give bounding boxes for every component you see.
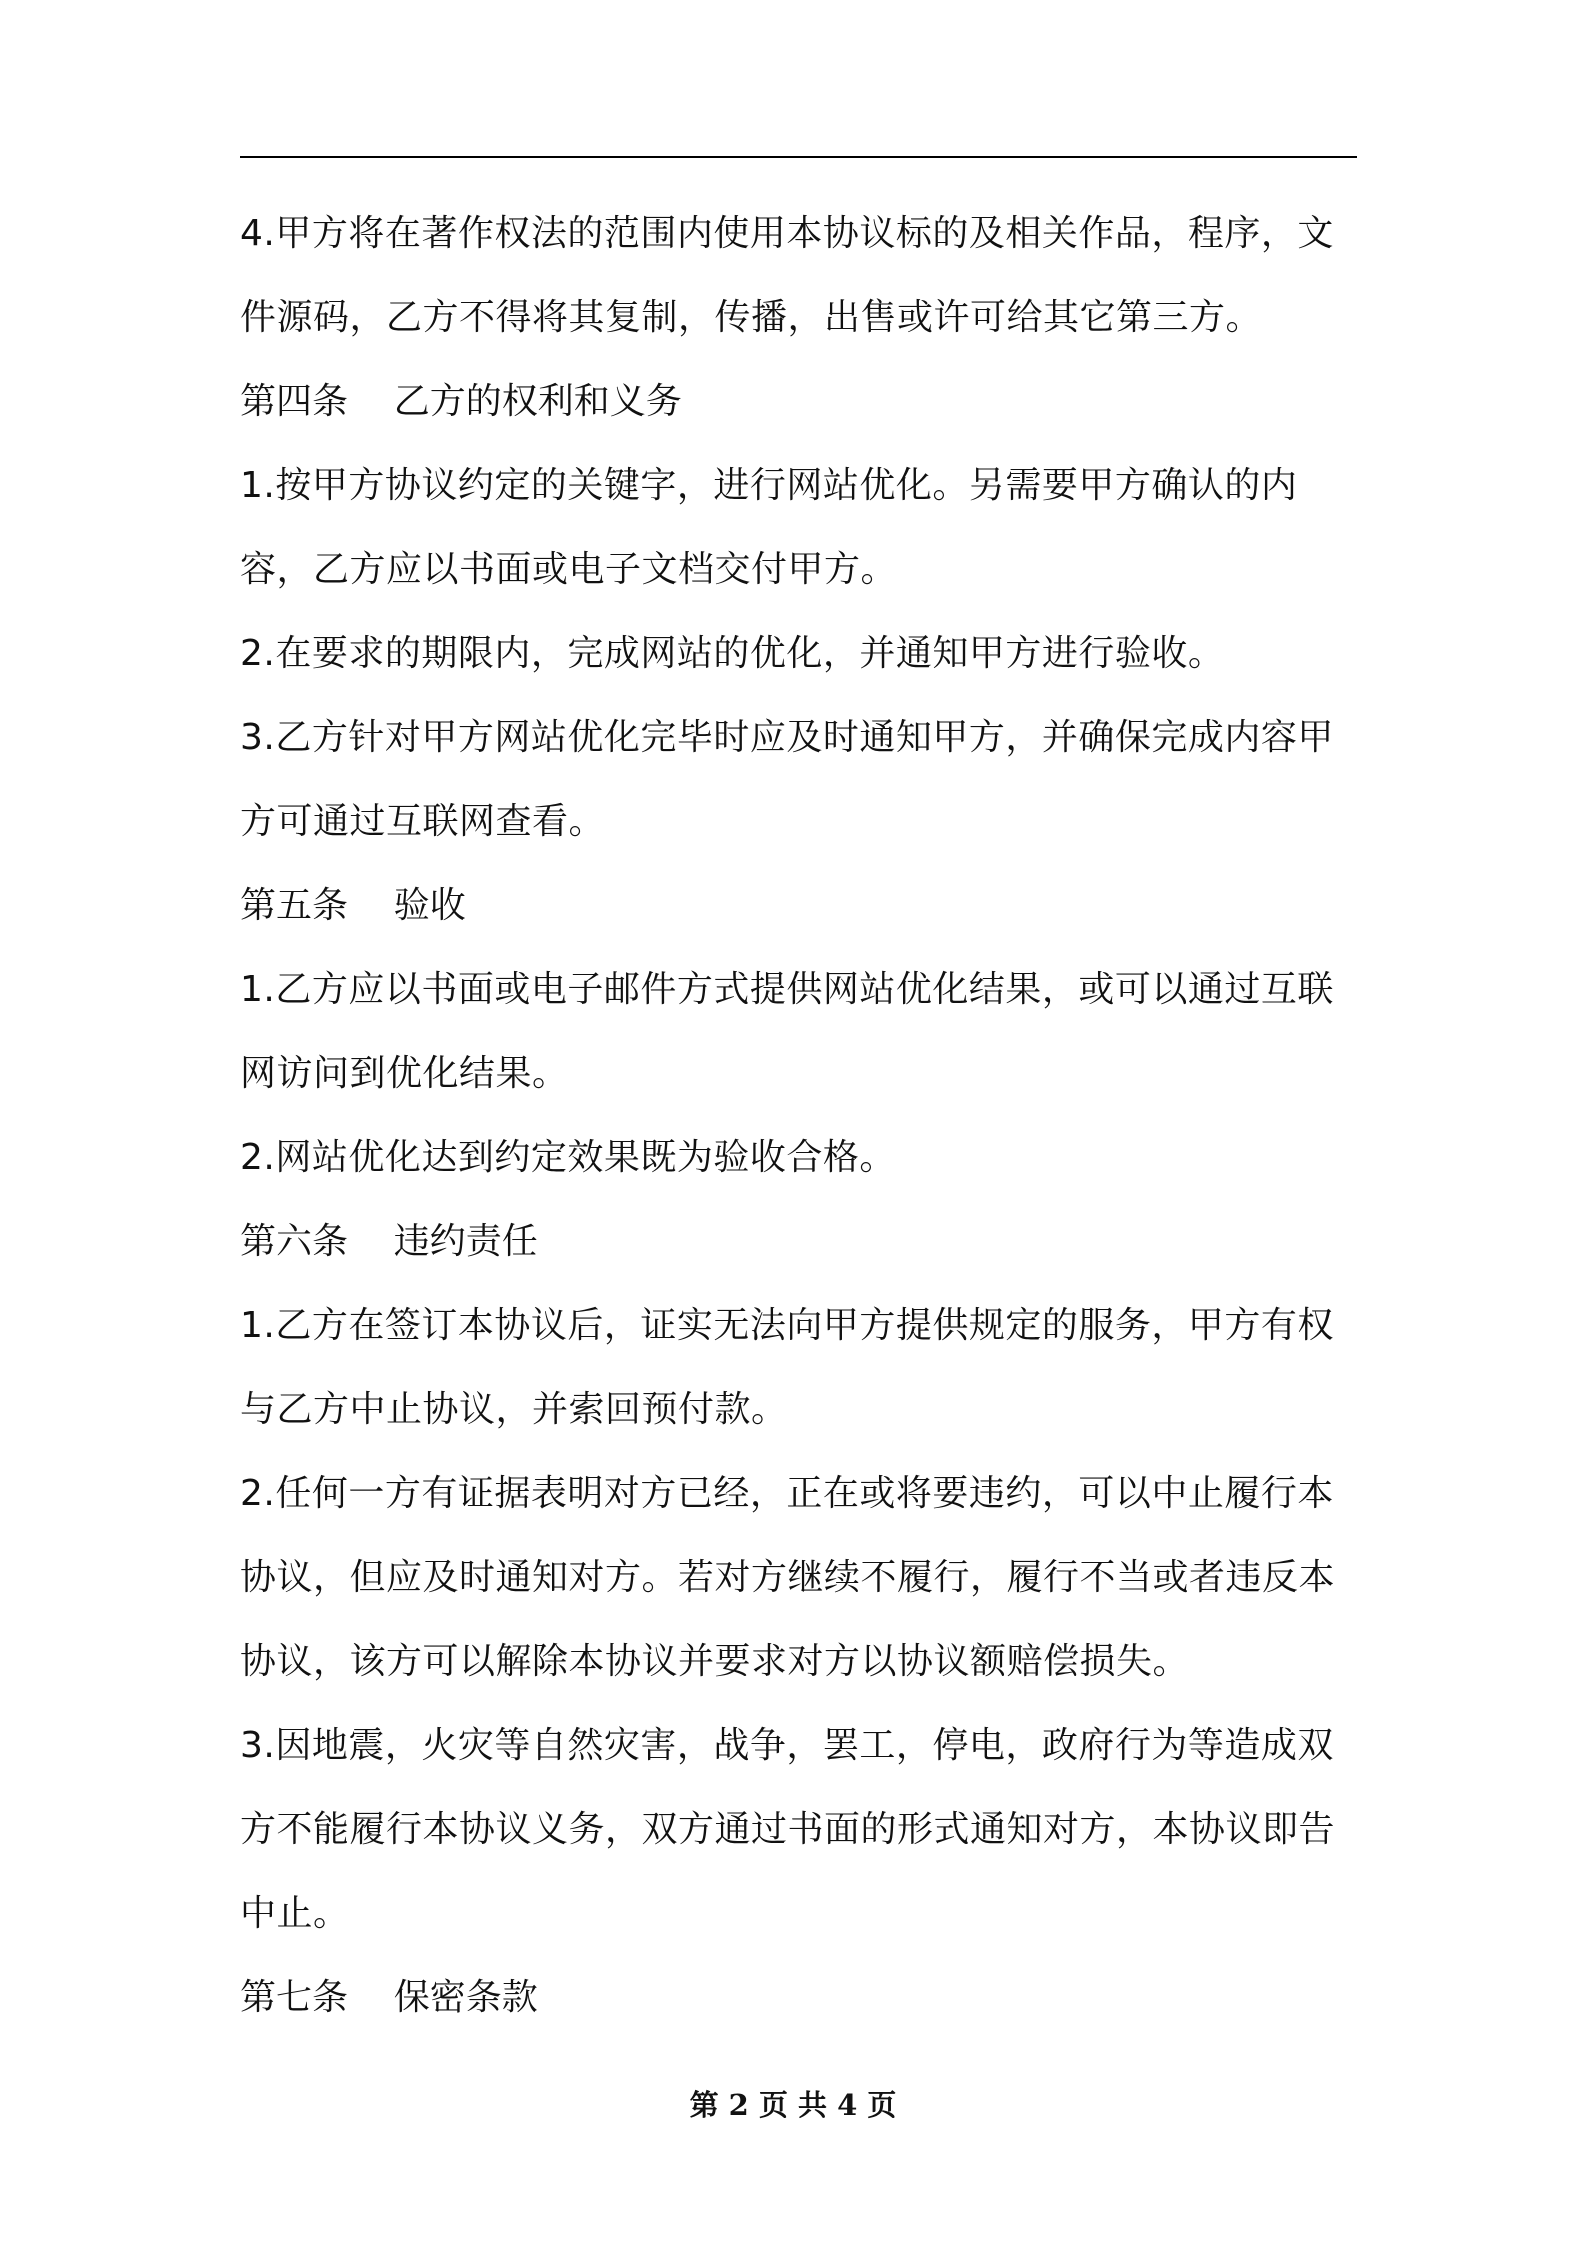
clause-1: 1.乙方应以书面或电子邮件方式提供网站优化结果，或可以通过互联网访问到优化结果。: [240, 969, 1334, 1094]
clause-2: 2.任何一方有证据表明对方已经，正在或将要违约，可以中止履行本协议，但应及时通知对方。若对方继续不履行，履行不当或者违反本协议，该方可以解除本协议并要求对方以协议额赔偿损失。: [240, 1473, 1336, 1682]
clause-2: 2.在要求的期限内，完成网站的优化，并通知甲方进行验收。: [240, 633, 1225, 674]
article-heading-7: 第七条 保密条款: [240, 1977, 538, 2018]
clause-4: 4.甲方将在著作权法的范围内使用本协议标的及相关作品，程序，文件源码，乙方不得将其复制，传播，出售或许可给其它第三方。: [240, 213, 1334, 338]
article-heading-5: 第五条 验收: [240, 885, 466, 926]
clause-3: 3.乙方针对甲方网站优化完毕时应及时通知甲方，并确保完成内容甲方可通过互联网查看。: [240, 717, 1334, 842]
clause-1: 1.乙方在签订本协议后，证实无法向甲方提供规定的服务，甲方有权与乙方中止协议，并索回预付款。: [240, 1305, 1334, 1430]
document-body: [240, 192, 1357, 2040]
article-heading-4: 第四条 乙方的权利和义务: [240, 381, 682, 422]
clause-2: 2.网站优化达到约定效果既为验收合格。: [240, 1137, 896, 1178]
header-divider: [240, 156, 1357, 158]
clause-3: 3.因地震，火灾等自然灾害，战争，罢工，停电，政府行为等造成双方不能履行本协议义务，双方通过书面的形式通知对方，本协议即告中止。: [240, 1725, 1336, 1934]
clause-1: 1.按甲方协议约定的关键字，进行网站优化。另需要甲方确认的内容，乙方应以书面或电子文档交付甲方。: [240, 465, 1298, 590]
article-heading-6: 第六条 违约责任: [240, 1221, 538, 1262]
page-number-footer: 第 2 页 共 4 页: [689, 2088, 897, 2122]
